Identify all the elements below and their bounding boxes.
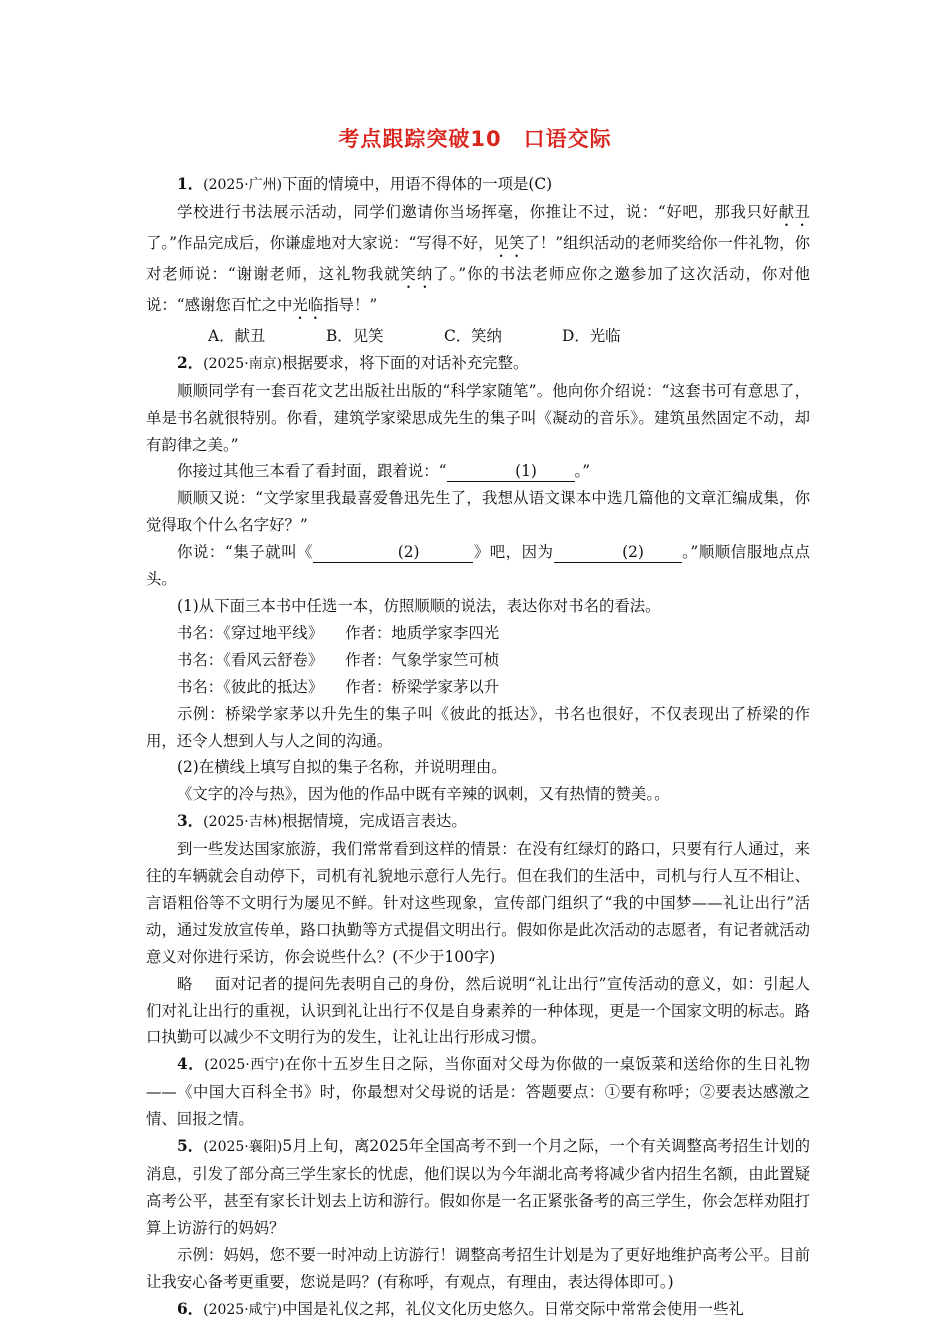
question-3-passage: 到一些发达国家旅游，我们常常看到这样的情景：在没有红绿灯的路口，只要有行人通过，来往的车辆就会自动停下，司机有礼貌地示意行人先行。但在我们的生活中，司机与行人互不相让、言语粗俗等不文明行为屡见不鲜。针对这些现象，宣传部门组织了“我的中国梦——礼让出行”活动，通过发放宣传单，路口执勤等方式提倡文明出行。假如你是此次活动的志愿者，有记者就活动意义对你进行采访，你会说些什么？(不少于100字) bbox=[146, 840, 810, 966]
sub-question: (2)在横线上填写自拟的集子名称，并说明理由。 bbox=[177, 758, 507, 777]
example-answer: 示例：妈妈，您不要一时冲动上访游行！调整高考招生计划是为了更好地维护高考公平。目前让我安心备考更重要，您说是吗？(有称呼，有观点，有理由，表达得体即可。) bbox=[146, 1245, 810, 1291]
document-body bbox=[146, 171, 810, 1323]
question-2-stem: 2．(2025·南京)根据要求，将下面的对话补充完整。 bbox=[177, 353, 529, 372]
question-2-paragraph: 你说：“集子就叫《 (2) 》吧，因为 (2) 。”顺顺信服地点点头。 bbox=[146, 543, 810, 589]
answer-text: 略 面对记者的提问先表明自己的身份，然后说明“礼让出行”宣传活动的意义，如：引起人们对礼让出行的重视，认识到礼让出行不仅是自身素养的一种体现，更是一个国家文明的标志。路口执勤可以减少不文明行为的发生，让礼让出行形成习惯。 bbox=[146, 974, 810, 1047]
question-1-options bbox=[146, 323, 810, 350]
option-c: C．笑纳 bbox=[444, 326, 502, 345]
question-2-paragraph: 顺顺同学有一套百花文艺出版社出版的“科学家随笔”。他向你介绍说：“这套书可有意思了，单是书名就很特别。你看，建筑学家梁思成先生的集子叫《凝动的音乐》。建筑虽然固定不动，却有韵律之美。” bbox=[146, 381, 810, 454]
sub-question: (1)从下面三本书中任选一本，仿照顺顺的说法，表达你对书名的看法。 bbox=[177, 596, 661, 615]
question-5-stem: 5．(2025·襄阳)5月上旬，离2025年全国高考不到一个月之际，一个有关调整高考招生计划的消息，引发了部分高三学生家长的忧虑，他们误以为今年湖北高考将减少省内招生名额，由此置疑高考公平，甚至有家长计划去上访和游行。假如你是一名正紧张备考的高三学生，你会怎样劝阻打算上访游行的妈妈？ bbox=[146, 1137, 810, 1237]
answer-blank: (2) bbox=[554, 542, 682, 563]
option-d: D．光临 bbox=[562, 326, 621, 345]
emphasis-word: 笑纳 bbox=[400, 264, 434, 283]
book-line: 书名：《看风云舒卷》 作者：气象学家竺可桢 bbox=[177, 650, 500, 669]
question-6-stem: 6．(2025·咸宁)中国是礼仪之邦，礼仪文化历史悠久。日常交际中常常会使用一些礼 bbox=[177, 1299, 744, 1318]
question-2-paragraph: 顺顺又说：“文学家里我最喜爱鲁迅先生了，我想从语文课本中选几篇他的文章汇编成集，你觉得取个什么名字好？” bbox=[146, 489, 810, 535]
emphasis-word: 光临 bbox=[292, 295, 324, 314]
book-line: 书名：《彼此的抵达》 作者：桥梁学家茅以升 bbox=[177, 677, 500, 696]
emphasis-word: 献丑 bbox=[778, 202, 810, 221]
answer-text: 《文字的冷与热》，因为他的作品中既有辛辣的讽刺，又有热情的赞美。。 bbox=[177, 785, 670, 804]
example-answer: 示例：桥梁学家茅以升先生的集子叫《彼此的抵达》，书名也很好，不仅表现出了桥梁的作用，还令人想到人与人之间的沟通。 bbox=[146, 704, 810, 750]
page-title: 考点跟踪突破10 口语交际 bbox=[338, 127, 612, 151]
question-4-stem: 4．(2025·西宁)在你十五岁生日之际，当你面对父母为你做的一桌饭菜和送给你的生日礼物——《中国大百科全书》时，你最想对父母说的话是：答题要点：①要有称呼；②要表达感激之情、回报之情。 bbox=[146, 1055, 810, 1129]
question-1-stem: 1．(2025·广州)下面的情境中，用语不得体的一项是(C) bbox=[177, 175, 553, 193]
option-b: B．见笑 bbox=[326, 326, 384, 345]
answer-blank: (1) bbox=[447, 461, 575, 482]
question-2-paragraph: 你接过其他三本看了看封面，跟着说：“ (1) 。” bbox=[177, 462, 591, 481]
answer-blank: (2) bbox=[313, 542, 473, 563]
emphasis-word: 见笑 bbox=[493, 233, 525, 252]
option-a: A．献丑 bbox=[208, 326, 266, 345]
question-1-passage: 学校进行书法展示活动，同学们邀请你当场挥毫，你推让不过，说：“好吧，那我只好献丑了。”作品完成后，你谦虚地对大家说：“写得不好，见笑了！”组织活动的老师奖给你一件礼物，你对老师说：“谢谢老师，这礼物我就笑纳了。”你的书法老师应你之邀参加了这次活动，你对他说：“感谢您百忙之中光临指导！” bbox=[146, 202, 810, 314]
question-3-stem: 3．(2025·吉林)根据情境，完成语言表达。 bbox=[177, 812, 467, 831]
book-line: 书名：《穿过地平线》 作者：地质学家李四光 bbox=[177, 623, 500, 642]
